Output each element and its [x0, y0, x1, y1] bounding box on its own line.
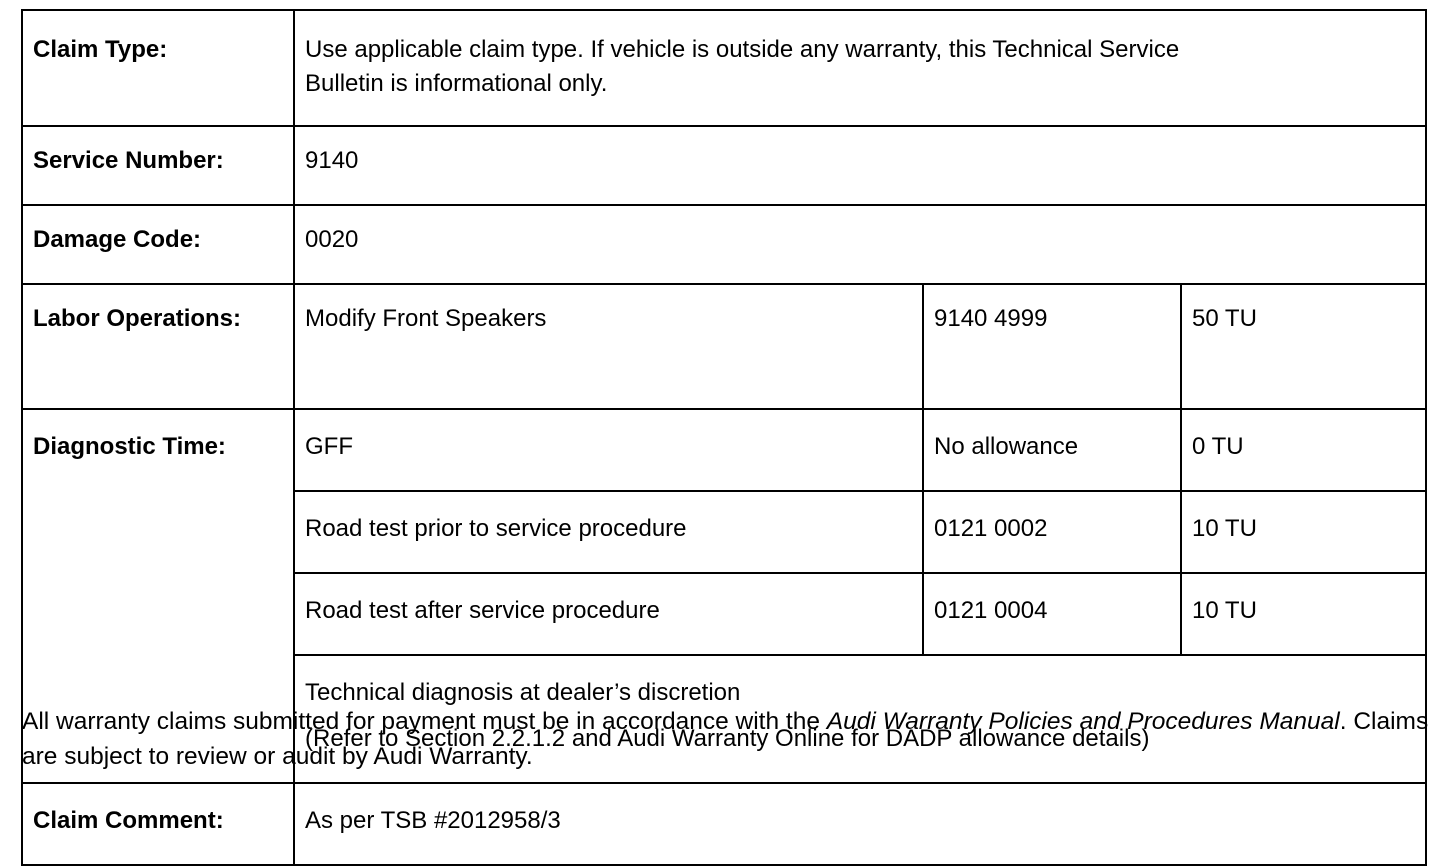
diagnostic-description-cell [294, 573, 923, 655]
service-number-row [22, 126, 1426, 205]
claim-type-text-line1: Use applicable claim type. If vehicle is outside any warranty, this Technical Service [305, 36, 1180, 63]
claim-comment-label-cell [22, 783, 294, 865]
diagnostic-code: No allowance [934, 433, 1079, 460]
labor-operations-code: 9140 4999 [934, 305, 1048, 332]
claim-type-label: Claim Type: [33, 36, 168, 63]
service-number-value: 9140 [305, 147, 359, 174]
diagnostic-time-value: 10 TU [1192, 515, 1257, 542]
diagnostic-code-cell [923, 573, 1181, 655]
labor-operations-code-cell [923, 284, 1181, 409]
diagnostic-time-value: 10 TU [1192, 597, 1257, 624]
labor-operations-description: Modify Front Speakers [305, 305, 547, 332]
labor-operations-label-cell [22, 284, 294, 409]
diagnostic-time-value-cell [1181, 409, 1426, 491]
labor-operations-row [22, 284, 1426, 409]
claim-comment-value: As per TSB #2012958/3 [305, 807, 561, 834]
diagnostic-code: 0121 0002 [934, 515, 1048, 542]
service-number-label: Service Number: [33, 147, 224, 174]
claim-type-label-cell [22, 10, 294, 126]
damage-code-row [22, 205, 1426, 284]
diagnostic-time-row [22, 409, 1426, 491]
diagnostic-note-line2: (Refer to Section 2.2.1.2 and Audi Warranty Online for DADP allowance details) [305, 725, 1150, 752]
diagnostic-time-value: 0 TU [1192, 433, 1244, 460]
claim-comment-label: Claim Comment: [33, 807, 224, 834]
diagnostic-description-cell [294, 409, 923, 491]
damage-code-value-cell [294, 205, 1426, 284]
diagnostic-description: Road test after service procedure [305, 597, 660, 624]
claim-comment-row [22, 783, 1426, 865]
diagnostic-time-value-cell [1181, 491, 1426, 573]
warranty-footer-note [22, 704, 1432, 774]
footer-manual-title: Audi Warranty Policies and Procedures Manual [826, 708, 1340, 735]
diagnostic-time-value-cell [1181, 573, 1426, 655]
damage-code-label: Damage Code: [33, 226, 202, 253]
footer-text-after: . Claims are subject to review or audit by Audi Warranty. [22, 708, 1429, 770]
service-number-value-cell [294, 126, 1426, 205]
diagnostic-code-cell [923, 409, 1181, 491]
diagnostic-description: GFF [305, 433, 353, 460]
claim-comment-value-cell [294, 783, 1426, 865]
claim-type-row [22, 10, 1426, 126]
labor-operations-time-cell [1181, 284, 1426, 409]
damage-code-label-cell [22, 205, 294, 284]
diagnostic-note-line1: Technical diagnosis at dealer’s discretion [305, 679, 741, 706]
labor-operations-time: 50 TU [1192, 305, 1257, 332]
claim-type-text-line2: Bulletin is informational only. [305, 70, 608, 97]
labor-operations-label: Labor Operations: [33, 305, 242, 332]
labor-operations-description-cell [294, 284, 923, 409]
service-number-label-cell [22, 126, 294, 205]
diagnostic-code-cell [923, 491, 1181, 573]
damage-code-value: 0020 [305, 226, 359, 253]
claim-type-value-cell [294, 10, 1426, 126]
diagnostic-description: Road test prior to service procedure [305, 515, 687, 542]
diagnostic-code: 0121 0004 [934, 597, 1048, 624]
diagnostic-time-label: Diagnostic Time: [33, 433, 226, 460]
footer-text-before: All warranty claims submitted for payment must be in accordance with the [22, 708, 827, 735]
diagnostic-description-cell [294, 491, 923, 573]
